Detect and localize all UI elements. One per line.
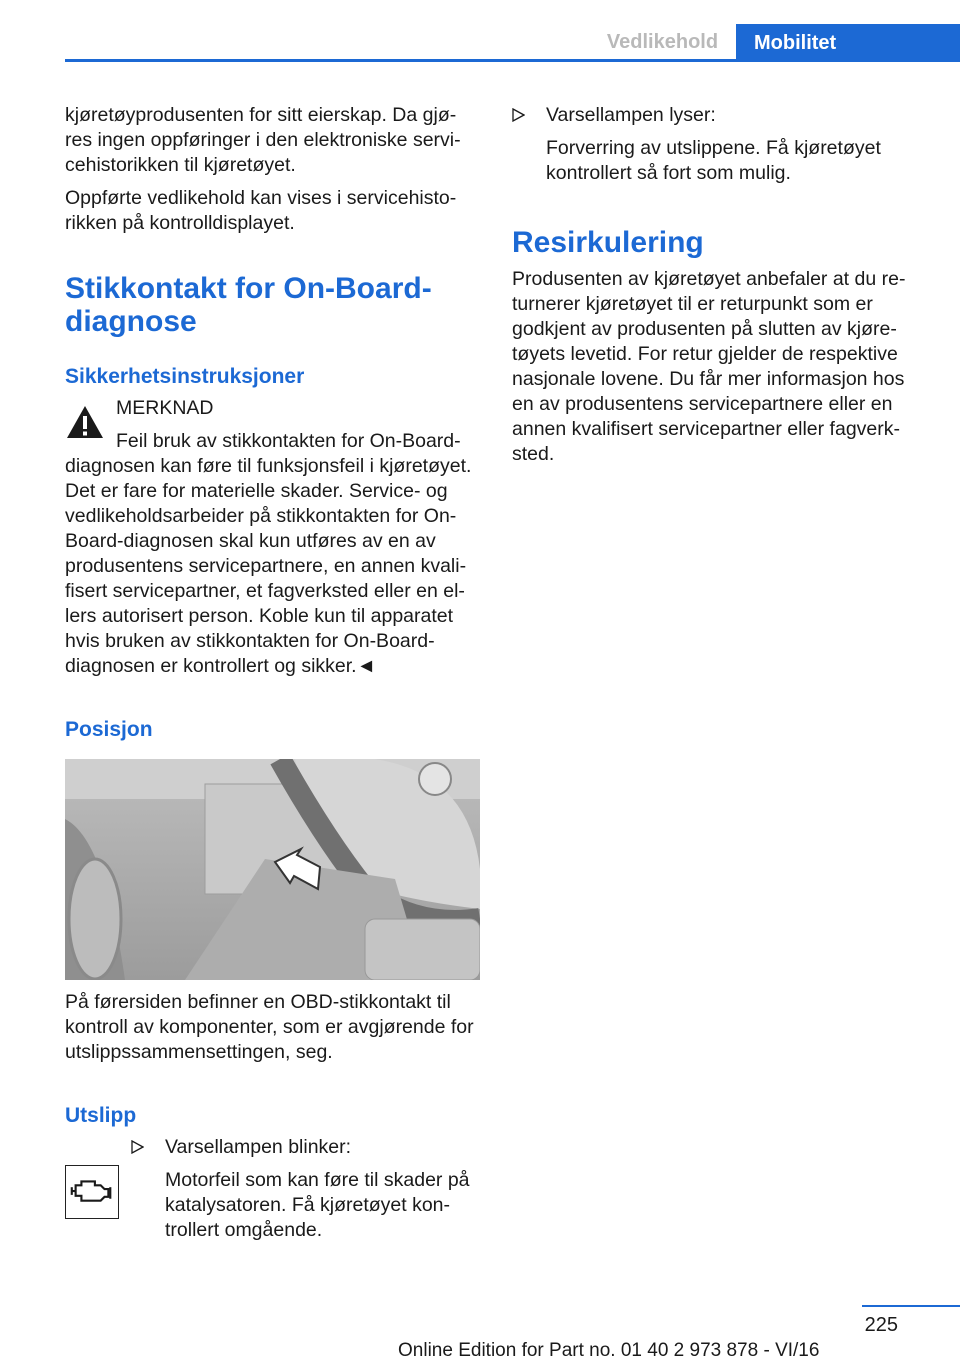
- intro-paragraph-1: kjøretøyprodusenten for sitt eierskap. Da gjø-res ingen oppføringer i den elektroniske servi-cehistorikken til kjøretøyet.: [65, 104, 461, 176]
- list-item: [512, 103, 912, 186]
- edition-line: Online Edition for Part no. 01 40 2 973 878 - VI/16: [398, 1340, 820, 1361]
- position-text: På førersiden befinner en OBD-stikkontakt til kontroll av komponenter, som er avgjørende for utslippssammensettingen, seg.: [65, 991, 474, 1063]
- heading-position: Posisjon: [65, 718, 153, 741]
- warning-notice: [65, 396, 480, 679]
- warning-title: MERKNAD: [116, 397, 214, 419]
- recycling-text: Produsenten av kjøretøyet anbefaler at du re-turnerer kjøretøyet til er returpunkt som er godkjent av produsenten på slutten av kjøre-tøyets levetid. For retur gjelder de respektive nasjonale lovene. Du får mer informasjon hos en av produsentens servicepartnere eller en annen kvalifisert servicepartner eller fagverk-sted.: [512, 268, 906, 465]
- right-item-title: Varsellampen lyser:: [546, 104, 716, 126]
- heading-safety: Sikkerhetsinstruksjoner: [65, 365, 305, 388]
- page-header: [0, 0, 960, 62]
- footer-rule: [862, 1305, 960, 1307]
- right-item-text: Forverring av utslippene. Få kjøretøyet kontrollert så fort som mulig.: [546, 137, 881, 184]
- heading-emission: Utslipp: [65, 1104, 137, 1127]
- warning-triangle-icon: [65, 404, 105, 440]
- triangle-bullet-icon: [512, 108, 525, 122]
- warning-line-1: Feil bruk av stikkontakten for On-Board-: [116, 430, 461, 452]
- emission-block: [65, 1135, 480, 1243]
- left-column: [65, 103, 480, 1243]
- tab-mobilitet[interactable]: Mobilitet: [736, 24, 960, 62]
- right-column: [512, 103, 912, 467]
- triangle-bullet-icon: [131, 1140, 144, 1154]
- emission-item-text: Motorfeil som kan føre til skader på katalysatoren. Få kjøretøyet kon-trollert omgående.: [165, 1169, 470, 1241]
- tab-vedlikehold[interactable]: Vedlikehold: [606, 31, 719, 53]
- obd-location-photo: [65, 759, 480, 980]
- heading-recycling: Resirkulering: [512, 226, 704, 259]
- heading-obd: Stikkontakt for On-Board-diagnose: [65, 272, 432, 338]
- list-item: [131, 1135, 480, 1243]
- emission-list: [65, 1135, 480, 1243]
- intro-paragraph-2: Oppførte vedlikehold kan vises i servicehisto-rikken på kontrolldisplayet.: [65, 187, 457, 234]
- warning-text: diagnosen kan føre til funksjonsfeil i kjøretøyet. Det er fare for materielle skader. Service- og vedlikeholdsarbeider på stikkontakten for On-Board-diagnosen skal kun utføres av en av produsentens servicepartnere, en annen kvali-fisert servicepartner, et fagverksted eller en el-lers autorisert person. Koble kun til apparatet hvis bruken av stikkontakten for On-Board-diagnosen er kontrollert og sikker.◄: [65, 455, 472, 677]
- header-rule: [65, 59, 960, 62]
- emission-item-title: Varsellampen blinker:: [165, 1136, 352, 1158]
- page-number: 225: [864, 1314, 898, 1336]
